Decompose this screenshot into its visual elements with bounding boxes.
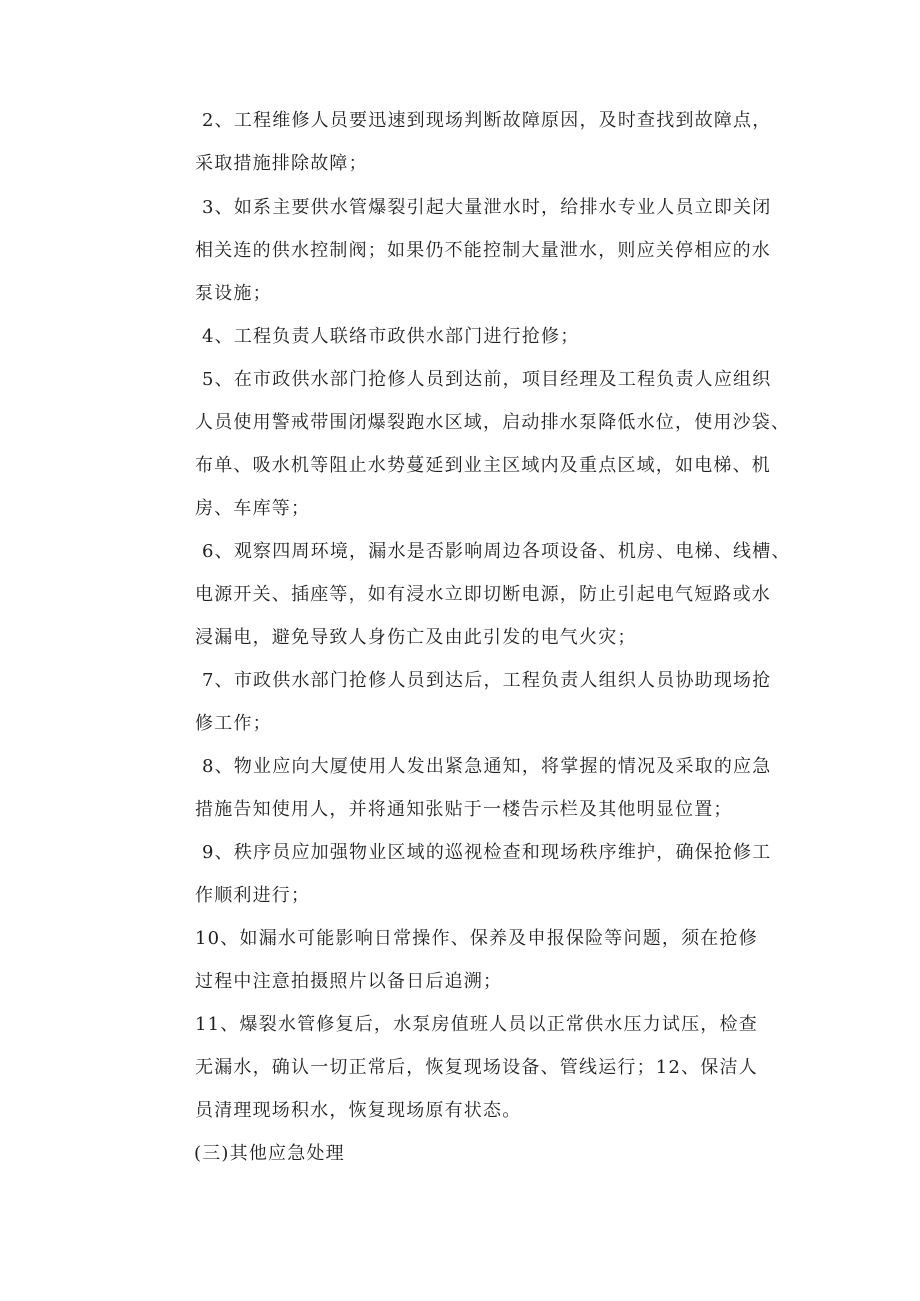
text-line: 泵设施；: [195, 283, 272, 304]
text-line: 9、秩序员应加强物业区域的巡视检查和现场秩序维护，确保抢修工: [202, 842, 772, 863]
text-line: 措施告知使用人，并将通知张贴于一楼告示栏及其他明显位置；: [195, 799, 733, 820]
text-line: 员清理现场积水，恢复现场原有状态。: [195, 1100, 522, 1121]
text-line: 2、工程维修人员要迅速到现场判断故障原因，及时查找到故障点，: [202, 110, 772, 131]
text-line: 6、观察四周环境，漏水是否影响周边各项设备、机房、电梯、线槽、: [202, 541, 791, 562]
text-line: 过程中注意拍摄照片以备日后追溯；: [195, 971, 503, 992]
text-line: 人员使用警戒带围闭爆裂跑水区域，启动排水泵降低水位，使用沙袋、: [195, 412, 791, 433]
text-line: 无漏水，确认一切正常后，恢复现场设备、管线运行；12、保洁人: [195, 1057, 758, 1078]
text-line: 布单、吸水机等阻止水势蔓延到业主区域内及重点区域，如电梯、机: [195, 455, 771, 476]
section-heading: (三)其他应急处理: [194, 1143, 345, 1164]
text-line: 修工作；: [195, 713, 272, 734]
text-line: 5、在市政供水部门抢修人员到达前，项目经理及工程负责人应组织: [202, 369, 772, 390]
text-line: 浸漏电，避免导致人身伤亡及由此引发的电气火灾；: [195, 627, 637, 648]
text-line: 8、物业应向大厦使用人发出紧急通知，将掌握的情况及采取的应急: [202, 756, 772, 777]
text-line: 电源开关、插座等，如有浸水立即切断电源，防止引起电气短路或水: [195, 584, 771, 605]
text-line: 作顺利进行；: [195, 885, 311, 906]
text-line: 房、车库等；: [195, 498, 311, 519]
text-line: 相关连的供水控制阀；如果仍不能控制大量泄水，则应关停相应的水: [195, 240, 771, 261]
text-line: 7、市政供水部门抢修人员到达后，工程负责人组织人员协助现场抢: [202, 670, 772, 691]
text-line: 3、如系主要供水管爆裂引起大量泄水时，给排水专业人员立即关闭: [202, 197, 772, 218]
text-line: 11、爆裂水管修复后，水泵房值班人员以正常供水压力试压，检查: [195, 1014, 758, 1035]
text-line: 采取措施排除故障；: [195, 153, 368, 174]
text-line: 10、如漏水可能影响日常操作、保养及申报保险等问题，须在抢修: [195, 928, 758, 949]
text-line: 4、工程负责人联络市政供水部门进行抢修；: [202, 326, 580, 347]
